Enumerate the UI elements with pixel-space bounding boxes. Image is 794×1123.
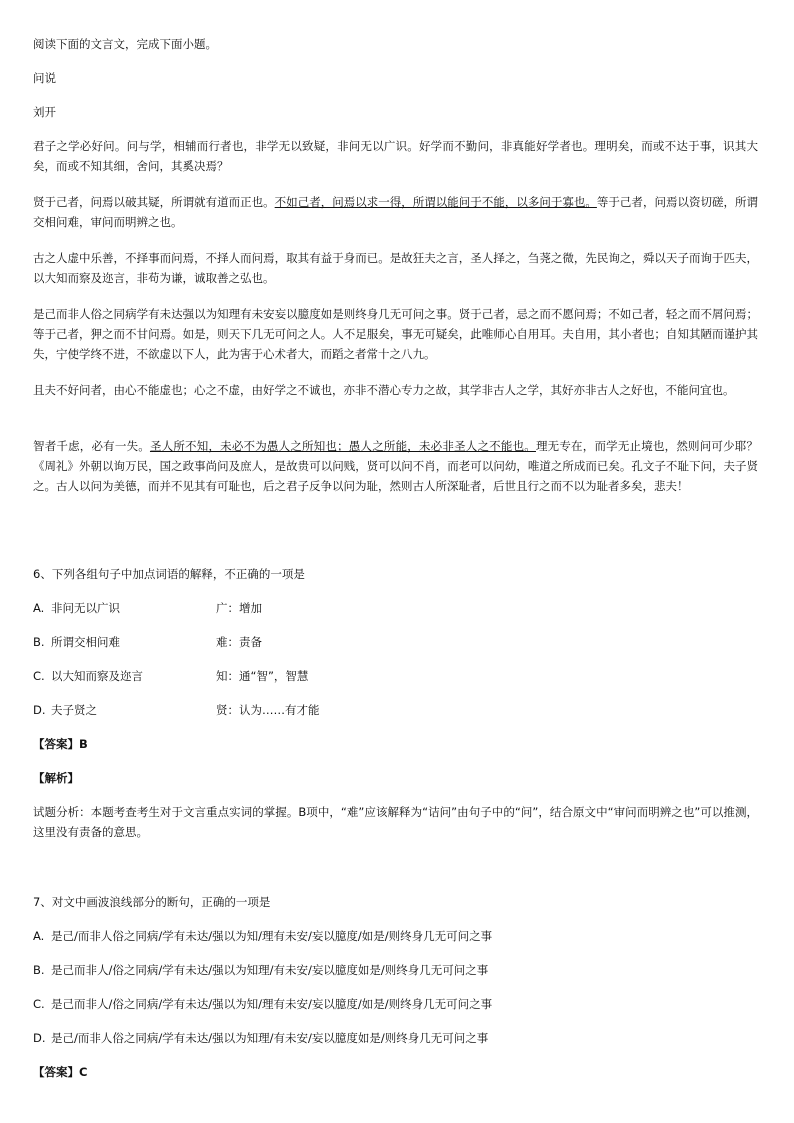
q6-analysis: 试题分析：本题考查考生对于文言重点实词的掌握。B项中，“难”应该解释为“诘问”由句子中的“问”，结合原文中“审问而明辨之也”可以推测，这里没有责备的意思。 xyxy=(33,805,758,839)
q7-option-b-letter: B. xyxy=(33,963,45,977)
paragraph-2-part-a: 贤于己者，问焉以破其疑，所谓就有道而正也。 xyxy=(33,195,275,209)
q7-option-d xyxy=(33,1030,488,1046)
q7-option-c-text: 是己而非人/俗之同病/学有未达/强以为知/理有未安/妄以臆度/如是/则终身几无可问之事 xyxy=(51,997,493,1011)
q7-option-a-text: 是己/而非人俗之同病/学有未达/强以为知/理有未安/妄以臆度/如是/则终身几无可问之事 xyxy=(51,929,493,943)
paragraph-3: 古之人虚中乐善，不择事而问焉，不择人而问焉，取其有益于身而已。是故狂夫之言，圣人择之，刍荛之微，先民询之，舜以天子而询于匹夫，以大知而察及迩言，非苟为谦，诚取善之弘也。 xyxy=(33,251,758,285)
paragraph-5: 且夫不好问者，由心不能虚也；心之不虚，由好学之不诚也，亦非不潜心专力之故，其学非古人之学，其好亦非古人之好也，不能问宜也。 xyxy=(33,383,735,397)
q6-option-a-text: 非问无以广识 xyxy=(51,601,120,615)
paragraph-2 xyxy=(33,192,758,232)
q6-option-d-note: 贤：认为……有才能 xyxy=(216,703,320,717)
article-title: 问说 xyxy=(33,71,56,85)
q7-option-d-text: 是己/而非人俗之同病/学有未达/强以为知理/有未安/妄以臆度如是/则终身几无可问之事 xyxy=(51,1031,489,1045)
q6-option-a-letter: A. xyxy=(33,601,45,615)
q6-option-b xyxy=(33,634,262,650)
paragraph-6-underlined: 圣人所不知，未必不为愚人之所知也；愚人之所能，未必非圣人之不能也。 xyxy=(149,439,536,453)
q7-option-a-letter: A. xyxy=(33,929,45,943)
q6-option-a-note: 广：增加 xyxy=(216,601,262,615)
q6-option-d xyxy=(33,702,320,718)
q7-option-b xyxy=(33,962,488,978)
q7-option-b-text: 是己而非人/俗之同病/学有未达/强以为知理/有未安/妄以臆度如是/则终身几无可问之事 xyxy=(51,963,489,977)
q7-option-c xyxy=(33,996,492,1012)
paragraph-2-underlined: 不如己者，问焉以求一得，所谓以能问于不能，以多问于寡也。 xyxy=(274,195,597,209)
q6-option-c-note: 知：通“智”，智慧 xyxy=(216,669,309,683)
q6-answer: 【答案】B xyxy=(33,737,88,751)
q6-option-a xyxy=(33,600,262,616)
q6-option-c-text: 以大知而察及迩言 xyxy=(51,669,143,683)
q6-option-c xyxy=(33,668,308,684)
q6-option-d-text: 夫子贤之 xyxy=(51,703,97,717)
paragraph-1: 君子之学必好问。问与学，相辅而行者也，非学无以致疑，非问无以广识。好学而不勤问，非真能好学者也。理明矣，而或不达于事，识其大矣，而或不知其细，舍问，其奚决焉？ xyxy=(33,139,758,173)
q7-option-c-letter: C. xyxy=(33,997,45,1011)
q6-option-c-letter: C. xyxy=(33,669,45,683)
q7-option-d-letter: D. xyxy=(33,1031,46,1045)
q7-stem: 7、对文中画波浪线部分的断句，正确的一项是 xyxy=(33,895,271,909)
q6-analysis-label: 【解析】 xyxy=(33,771,79,785)
paragraph-4: 是己而非人俗之同病学有未达强以为知理有未安妄以臆度如是则终身几无可问之事。贤于己者，忌之而不愿问焉；不如己者，轻之而不屑问焉；等于己者，狎之而不甘问焉。如是，则天下几无可问之人。人不足服矣，事无可疑矣，此唯师心自用耳。夫自用，其小者也；自知其陋而谨护其失，宁使学终不进，不欲虚以下人，此为害于心术者大，而蹈之者常十之八九。 xyxy=(33,307,758,361)
q6-option-b-note: 难：责备 xyxy=(216,635,262,649)
paragraph-6-part-a: 智者千虑，必有一失。 xyxy=(33,439,150,453)
q6-option-b-text: 所谓交相问难 xyxy=(51,635,120,649)
intro-text: 阅读下面的文言文，完成下面小题。 xyxy=(33,37,217,51)
q6-stem: 6、下列各组句子中加点词语的解释，不正确的一项是 xyxy=(33,567,305,581)
paragraph-6-part-b: 理无专在，而学无止境也，然则问可少耶？《周礼》外朝以询万民，国之政事尚问及庶人，是故贵可以问贱，贤可以问不肖，而老可以问幼，唯道之所成而已矣。孔文子不耻下问，夫子贤之。古人以问为美德，而并不见其有可耻也，后之君子反争以问为耻，然则古人所深耻者，后世且行之而不以为耻者多矣，悲夫！ xyxy=(33,439,759,493)
q6-option-d-letter: D. xyxy=(33,703,46,717)
q7-option-a xyxy=(33,928,492,944)
article-author: 刘开 xyxy=(33,105,56,119)
paragraph-6 xyxy=(33,436,758,496)
paragraph-2-part-b: 等于己者，问焉以资切磋，所谓交相问难，审问而明辨之也。 xyxy=(33,195,759,229)
q7-answer: 【答案】C xyxy=(33,1065,88,1079)
q6-option-b-letter: B. xyxy=(33,635,45,649)
